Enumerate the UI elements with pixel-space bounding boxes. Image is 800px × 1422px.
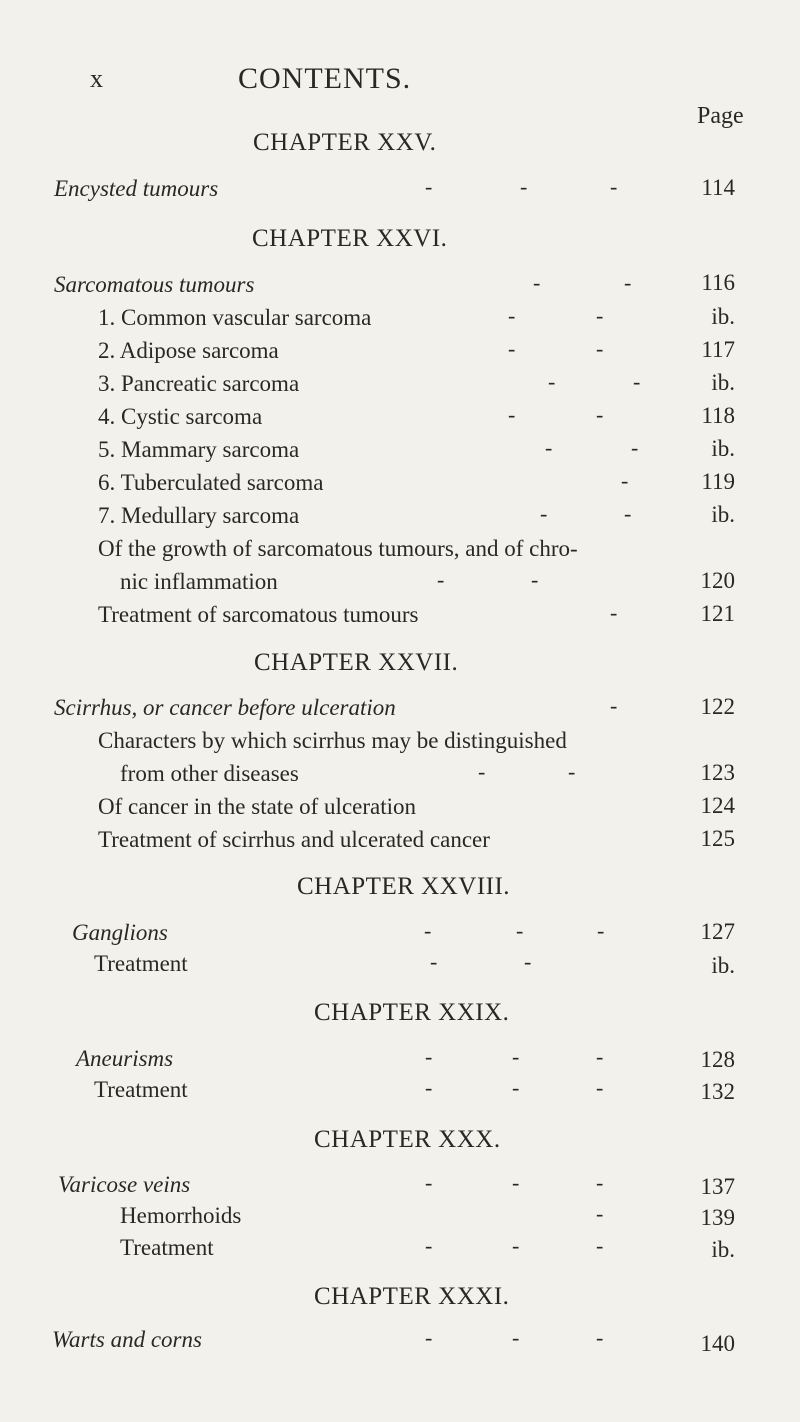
toc-entry: Characters by which scirrhus may be distinguished — [98, 728, 567, 753]
toc-entry: Treatment — [120, 1235, 214, 1260]
leader-dash: - — [596, 1170, 604, 1195]
toc-entry: 3. Pancreatic sarcoma — [98, 371, 300, 396]
toc-page-number: 118 — [701, 403, 735, 428]
toc-entry-continuation: from other diseases — [120, 761, 299, 786]
leader-dash: - — [548, 369, 556, 394]
toc-entry: Of cancer in the state of ulceration — [98, 794, 417, 819]
toc-entry: 7. Medullary sarcoma — [98, 503, 300, 528]
leader-dash: - — [512, 1233, 520, 1258]
leader-dash: - — [610, 600, 618, 625]
leader-dash: - — [425, 1075, 433, 1100]
leader-dash: - — [508, 336, 516, 361]
leader-dash: - — [624, 270, 632, 295]
toc-page-number: ib. — [711, 370, 735, 395]
leader-dash: - — [624, 501, 632, 526]
leader-dash: - — [520, 174, 528, 199]
page-column-label: Page — [697, 103, 744, 129]
toc-page-number: 127 — [700, 919, 735, 944]
leader-dash: - — [633, 369, 641, 394]
toc-entry: Hemorrhoids — [120, 1203, 242, 1228]
leader-dash: - — [545, 435, 553, 460]
leader-dash: - — [533, 270, 541, 295]
leader-dash: - — [596, 1325, 604, 1350]
toc-entry: 4. Cystic sarcoma — [98, 404, 263, 429]
toc-page-number: 140 — [700, 1331, 735, 1356]
leader-dash: - — [596, 1201, 604, 1226]
leader-dash: - — [596, 402, 604, 427]
toc-page-number: 122 — [700, 694, 735, 719]
chapter-heading: CHAPTER XXX. — [314, 1126, 501, 1153]
leader-dash: - — [610, 174, 618, 199]
toc-page-number: 125 — [700, 826, 735, 851]
toc-entry: 2. Adipose sarcoma — [98, 338, 279, 363]
chapter-heading: CHAPTER XXXI. — [314, 1283, 510, 1310]
leader-dash: - — [524, 949, 532, 974]
leader-dash: - — [631, 435, 639, 460]
chapter-heading: CHAPTER XXIX. — [314, 999, 510, 1026]
leader-dash: - — [597, 918, 605, 943]
toc-entry: Warts and corns — [52, 1327, 202, 1352]
leader-dash: - — [512, 1170, 520, 1195]
toc-entry-subterm: or cancer before ulceration — [143, 695, 396, 720]
leader-dash: - — [596, 1075, 604, 1100]
toc-entry: Aneurisms — [76, 1046, 174, 1071]
leader-dash: - — [596, 1044, 604, 1069]
toc-entry: 1. Common vascular sarcoma — [98, 305, 372, 330]
toc-entry: Treatment — [94, 951, 188, 976]
toc-page-number: ib. — [711, 436, 735, 461]
leader-dash: - — [610, 693, 618, 718]
toc-page-number: ib. — [711, 502, 735, 527]
page-number-roman: x — [90, 64, 103, 93]
leader-dash: - — [425, 1044, 433, 1069]
chapter-heading: CHAPTER XXV. — [253, 129, 437, 156]
toc-page-number: 121 — [700, 601, 735, 626]
toc-page-number: 132 — [700, 1079, 735, 1104]
chapter-heading: CHAPTER XXVI. — [252, 225, 448, 252]
toc-entry: Encysted tumours — [54, 176, 219, 201]
toc-entry: Sarcomatous tumours — [54, 272, 255, 297]
leader-dash: - — [621, 468, 629, 493]
toc-page-number: 114 — [701, 175, 735, 200]
leader-dash: - — [540, 501, 548, 526]
leader-dash: - — [430, 949, 438, 974]
leader-dash: - — [531, 567, 539, 592]
leader-dash: - — [512, 1075, 520, 1100]
toc-entry-continuation: nic inflammation — [120, 569, 278, 594]
leader-dash: - — [508, 402, 516, 427]
chapter-heading: CHAPTER XXVIII. — [297, 873, 511, 900]
leader-dash: - — [512, 1325, 520, 1350]
leader-dash: - — [596, 336, 604, 361]
toc-entry — [54, 696, 396, 719]
leader-dash: - — [425, 1170, 433, 1195]
toc-page-number: 119 — [701, 469, 735, 494]
leader-dash: - — [508, 303, 516, 328]
leader-dash: - — [568, 759, 576, 784]
toc-entry: 5. Mammary sarcoma — [98, 437, 300, 462]
leader-dash: - — [596, 1233, 604, 1258]
toc-page-number: ib. — [711, 304, 735, 329]
toc-page-number: 117 — [701, 337, 735, 362]
toc-page-number: 139 — [700, 1205, 735, 1230]
leader-dash: - — [516, 918, 524, 943]
toc-page-number: 137 — [700, 1174, 735, 1199]
leader-dash: - — [437, 567, 445, 592]
toc-entry: 6. Tuberculated sarcoma — [98, 470, 324, 495]
toc-page-number: 123 — [700, 760, 735, 785]
leader-dash: - — [425, 1325, 433, 1350]
toc-page-number: ib. — [711, 953, 735, 978]
page-title: CONTENTS. — [238, 62, 412, 95]
toc-page-number: 116 — [701, 270, 735, 295]
toc-entry: Treatment — [94, 1077, 188, 1102]
toc-page-number: 120 — [700, 568, 735, 593]
toc-page-number: 128 — [700, 1047, 735, 1072]
toc-page-number: ib. — [711, 1237, 735, 1262]
toc-entry: Varicose veins — [58, 1172, 191, 1197]
toc-entry-term: Scirrhus, — [54, 695, 138, 720]
leader-dash: - — [425, 1233, 433, 1258]
leader-dash: - — [596, 303, 604, 328]
leader-dash: - — [425, 174, 433, 199]
toc-entry: Treatment of sarcomatous tumours — [98, 602, 419, 627]
toc-entry: Treatment of scirrhus and ulcerated cancer — [98, 827, 490, 852]
leader-dash: - — [478, 759, 486, 784]
toc-entry: Of the growth of sarcomatous tumours, and of chro- — [98, 536, 578, 561]
leader-dash: - — [424, 918, 432, 943]
toc-page-number: 124 — [700, 793, 735, 818]
leader-dash: - — [512, 1044, 520, 1069]
toc-entry: Ganglions — [72, 920, 168, 945]
chapter-heading: CHAPTER XXVII. — [254, 649, 459, 676]
